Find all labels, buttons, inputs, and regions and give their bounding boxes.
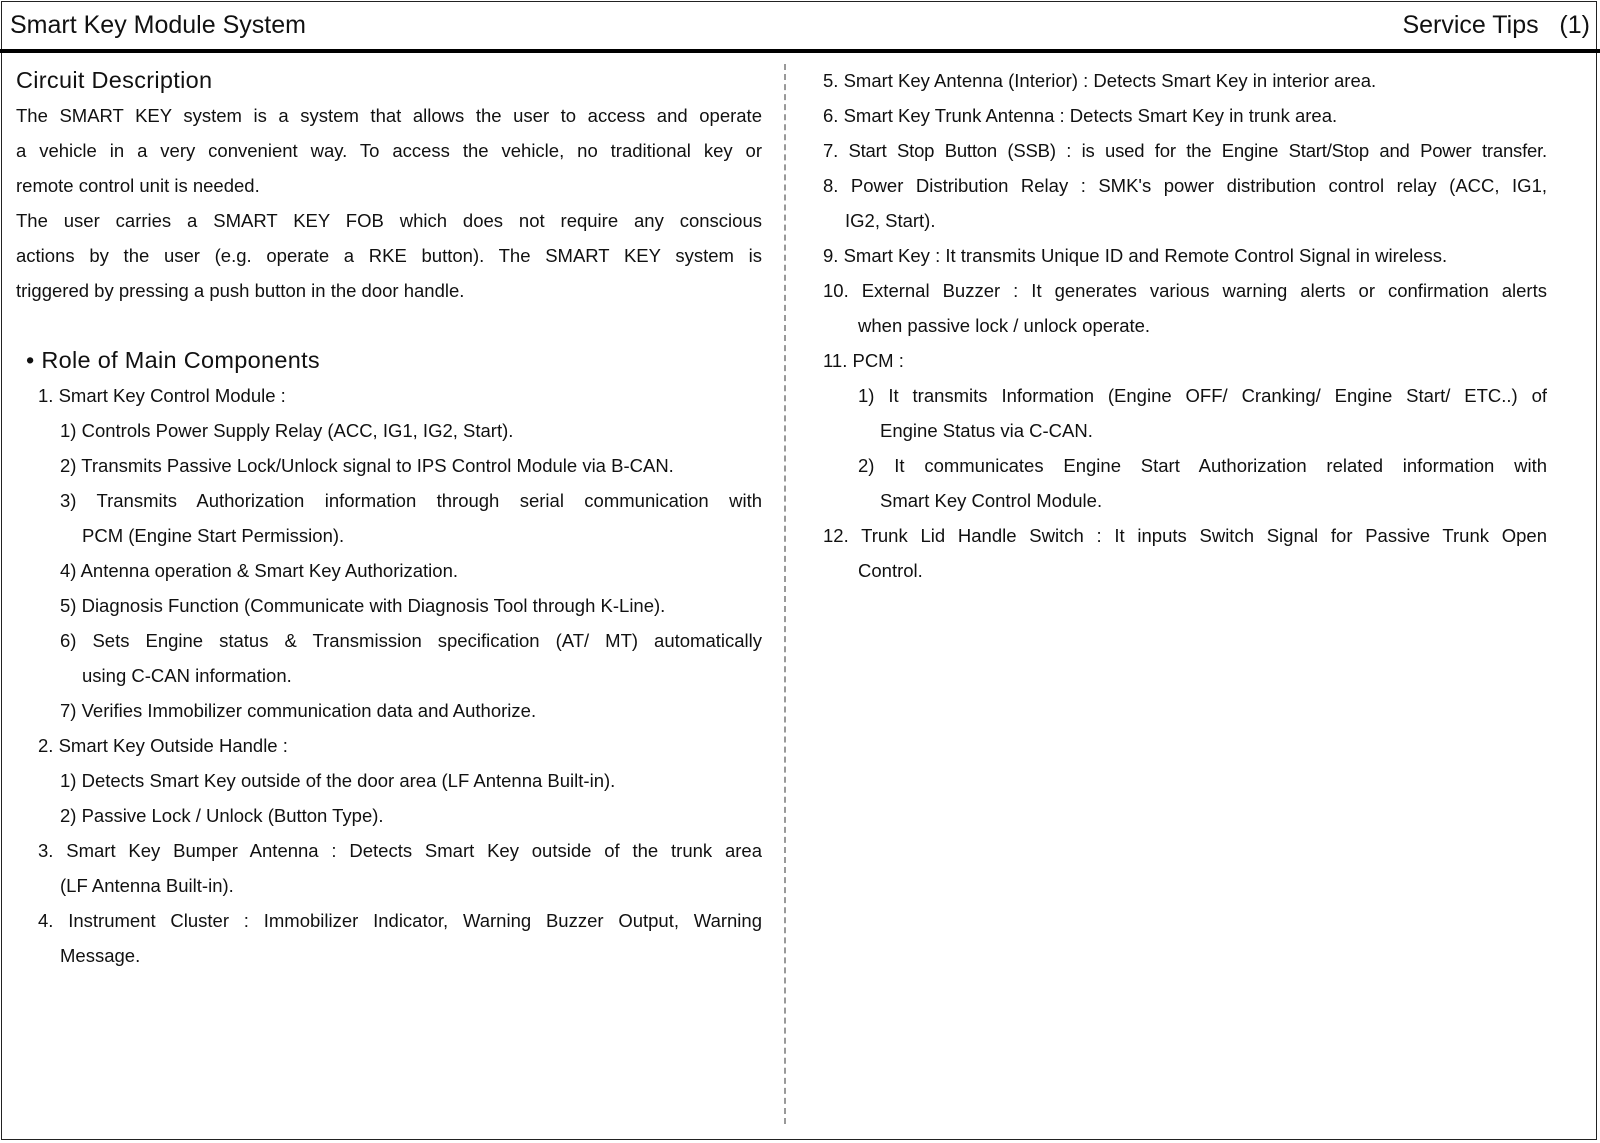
- section-label: Service Tips (1): [1402, 11, 1590, 39]
- list-subitem: 1) Detects Smart Key outside of the door area (LF Antenna Built-in).: [60, 770, 616, 791]
- list-subitem: 7) Verifies Immobilizer communication data and Authorize.: [60, 700, 537, 721]
- list-subitem: 3) Transmits Authorization information through serial communication with: [60, 490, 762, 511]
- list-item: 6. Smart Key Trunk Antenna : Detects Smart Key in trunk area.: [823, 105, 1338, 126]
- intro-line: actions by the user (e.g. operate a RKE button). The SMART KEY system is: [16, 245, 762, 266]
- list-subitem: 2) Transmits Passive Lock/Unlock signal to IPS Control Module via B-CAN.: [60, 455, 674, 476]
- list-item-cont: (LF Antenna Built-in).: [60, 875, 234, 896]
- list-subitem-cont: Smart Key Control Module.: [880, 490, 1103, 511]
- document-title: Smart Key Module System: [10, 11, 306, 39]
- list-item: 7. Start Stop Button (SSB) : is used for the Engine Start/Stop and Power transfer.: [823, 140, 1547, 161]
- intro-line: remote control unit is needed.: [16, 175, 260, 196]
- list-subitem: 6) Sets Engine status & Transmission specification (AT/ MT) automatically: [60, 630, 762, 651]
- left-column: [16, 63, 762, 973]
- header-rule: [0, 49, 1600, 53]
- list-item: 4. Instrument Cluster : Immobilizer Indicator, Warning Buzzer Output, Warning: [38, 910, 762, 931]
- list-item: 2. Smart Key Outside Handle :: [38, 735, 288, 756]
- list-subitem: 5) Diagnosis Function (Communicate with Diagnosis Tool through K-Line).: [60, 595, 666, 616]
- list-item: 5. Smart Key Antenna (Interior) : Detects Smart Key in interior area.: [823, 70, 1377, 91]
- list-item: 10. External Buzzer : It generates various warning alerts or confirmation alerts: [823, 280, 1547, 301]
- circuit-description-heading: Circuit Description: [16, 67, 213, 93]
- list-item-cont: when passive lock / unlock operate.: [858, 315, 1151, 336]
- list-item: 8. Power Distribution Relay : SMK's power distribution control relay (ACC, IG1,: [823, 175, 1547, 196]
- column-divider: [784, 64, 786, 1124]
- intro-line: The user carries a SMART KEY FOB which does not require any conscious: [16, 210, 762, 231]
- list-subitem-cont: using C-CAN information.: [82, 665, 292, 686]
- list-subitem: 2) Passive Lock / Unlock (Button Type).: [60, 805, 384, 826]
- intro-line: triggered by pressing a push button in the door handle.: [16, 280, 465, 301]
- list-item-cont: IG2, Start).: [845, 210, 936, 231]
- roles-heading: • Role of Main Components: [26, 347, 320, 373]
- right-column: [823, 63, 1547, 588]
- intro-line: a vehicle in a very convenient way. To access the vehicle, no traditional key or: [16, 140, 762, 161]
- list-subitem: 1) Controls Power Supply Relay (ACC, IG1, IG2, Start).: [60, 420, 514, 441]
- list-subitem: 4) Antenna operation & Smart Key Authorization.: [60, 560, 458, 581]
- list-item: 1. Smart Key Control Module :: [38, 385, 286, 406]
- list-subitem: 2) It communicates Engine Start Authorization related information with: [858, 455, 1547, 476]
- list-subitem-cont: PCM (Engine Start Permission).: [82, 525, 345, 546]
- list-subitem-cont: Engine Status via C-CAN.: [880, 420, 1093, 441]
- list-item: 9. Smart Key : It transmits Unique ID and Remote Control Signal in wireless.: [823, 245, 1448, 266]
- list-item-cont: Control.: [858, 560, 923, 581]
- list-item-cont: Message.: [60, 945, 141, 966]
- list-item: 12. Trunk Lid Handle Switch : It inputs Switch Signal for Passive Trunk Open: [823, 525, 1547, 546]
- intro-line: The SMART KEY system is a system that allows the user to access and operate: [16, 105, 762, 126]
- list-item: 11. PCM :: [823, 350, 904, 371]
- list-item: 3. Smart Key Bumper Antenna : Detects Smart Key outside of the trunk area: [38, 840, 762, 861]
- list-subitem: 1) It transmits Information (Engine OFF/ Cranking/ Engine Start/ ETC..) of: [858, 385, 1547, 406]
